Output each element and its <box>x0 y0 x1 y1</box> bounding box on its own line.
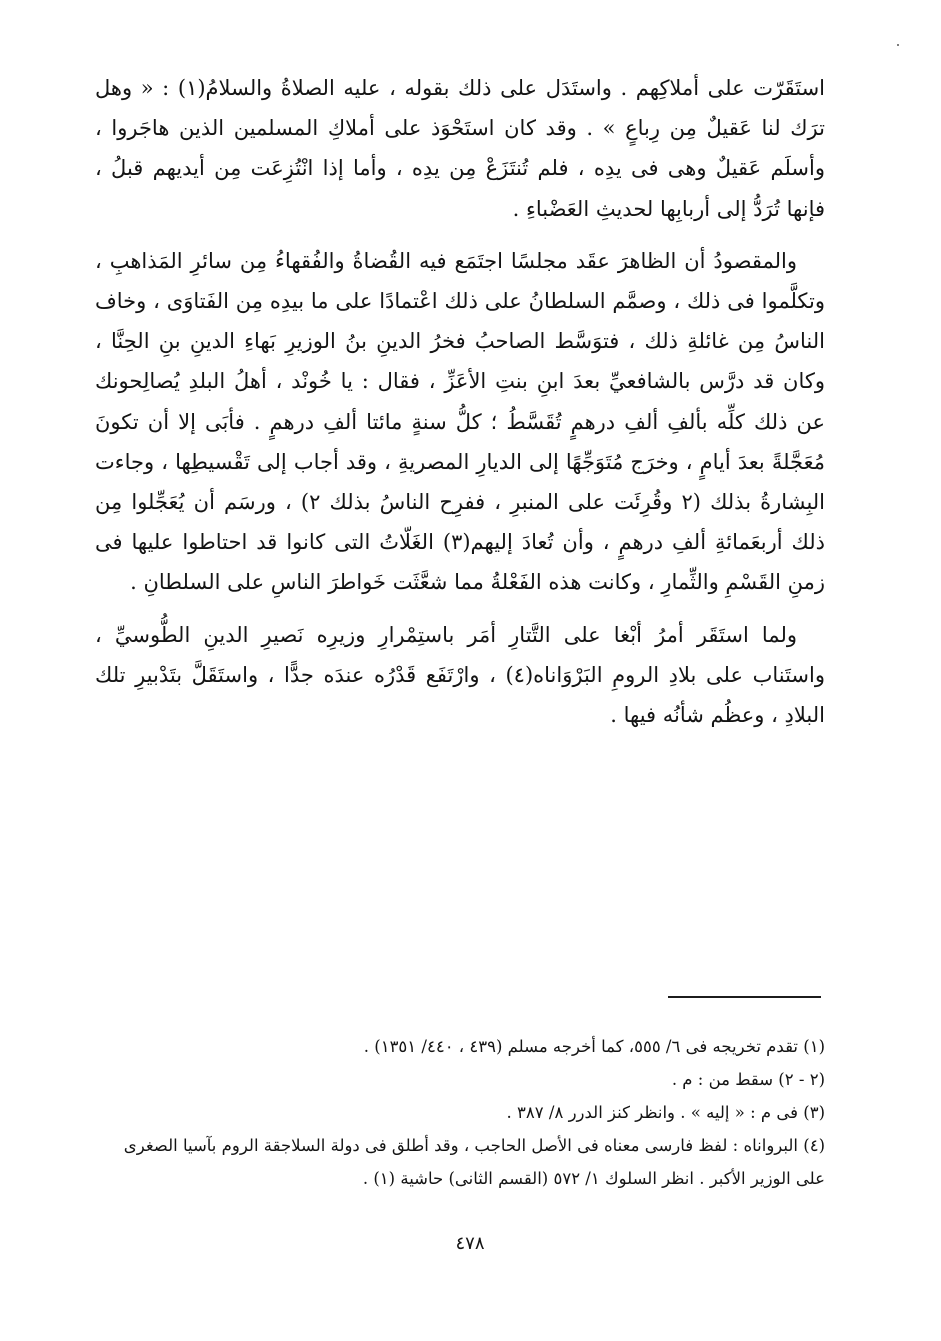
footnote-4: (٤) البرواناه : لفظ فارسى معناه فى الأصل الحاجب ، وقد أطلق فى دولة السلاجقة الروم بآسيا الصغرى على الوزير الأكبر . انظر السلوك ١/ ٥٧٢ (القسم الثانى) حاشية (١) . <box>123 1136 825 1188</box>
footnote-1: (١) تقدم تخريجه فى ٦/ ٥٥٥، كما أخرجه مسلم (٤٣٩ ، ٤٤٠/ ١٣٥١) . <box>363 1037 825 1056</box>
footnote-separator <box>668 996 821 998</box>
footnote-3: (٣) فى م : « إليه » . وانظر كنز الدرر ٨/ ٣٨٧ . <box>506 1103 825 1122</box>
footnotes <box>90 1030 825 1195</box>
footnote-2: (٢ - ٢) سقط من : م . <box>671 1070 825 1089</box>
paragraph-3: ولما استَقَر أمرُ أبْغا على التَّتارِ أمَر باستِمْرارِ وزيرِه نَصيرِ الدينِ الطُّوسيِّ ، واستَناب على بلادِ الرومِ البَرْوَاناه(٤) ، وارْتَفَع قَدْرُه عندَه جدًّا ، واستَقَلَّ بتَدْبيرِ تلك البلادِ ، وعظُم شأنُه فيها . <box>95 622 825 728</box>
main-text <box>95 68 825 747</box>
paragraph-1: استَقَرّت على أملاكِهم . واستَدَل على ذلك بقوله ، عليه الصلاةُ والسلامُ(١) : « وهل ترَك لنا عَقيلٌ مِن رِباعٍ » . وقد كان استَحْوَذ على أملاكِ المسلمين الذين هاجَروا ، وأسلَم عَقيلٌ وهى فى يدِه ، فلم تُنتَزَعْ مِن يدِه ، وأما إذا انْتُزِعَت مِن أيديهم قبلُ ، فإنها تُرَدُّ إلى أربابِها لحديثِ العَضْباءِ . <box>95 76 825 221</box>
scan-speck <box>897 44 899 46</box>
paragraph-2: والمقصودُ أن الظاهرَ عقَد مجلسًا اجتَمَع فيه القُضاةُ والفُقهاءُ مِن سائرِ المَذاهبِ ، وتكلَّموا فى ذلك ، وصمَّم السلطانُ على ذلك اعْتمادًا على ما بيدِه مِن الفَتاوَى ، وخاف الناسُ مِن غائلةِ ذلك ، فتوَسَّط الصاحبُ فخرُ الدينِ بنُ الوزيرِ بَهاءِ الدينِ بنِ الحِنَّا ، وكان قد درَّس بالشافعيِّ بعدَ ابنِ بنتِ الأعَزِّ ، فقال : يا خُونْد ، أهلُ البلدِ يُصالِحونك عن ذلك كلِّه بألفِ ألفِ درهمٍ تُقَسَّطُ ؛ كلُّ سنةٍ مائتا ألفِ درهمٍ . فأبَى إلا أن تكونَ مُعَجَّلةً بعدَ أيامٍ ، وخرَج مُتَوَجِّهًا إلى الديارِ المصريةِ ، وقد أجاب إلى تَقْسيطِها ، وجاءت البِشارةُ بذلك (٢ وقُرِئَت على المنبرِ ، ففرِح الناسُ بذلك ٢) ، ورسَم أن يُعَجِّلوا مِن ذلك أربعَمائةِ ألفِ درهمٍ ، وأن تُعادَ إليهم(٣) الغَلّاتُ التى كانوا قد احتاطوا عليها فى زمنِ القَسْمِ والثِّمارِ ، وكانت هذه الفَعْلةُ مما شعَّثَت خَواطرَ الناسِ على السلطانِ . <box>95 248 826 595</box>
page-number: ٤٧٨ <box>455 1233 485 1254</box>
